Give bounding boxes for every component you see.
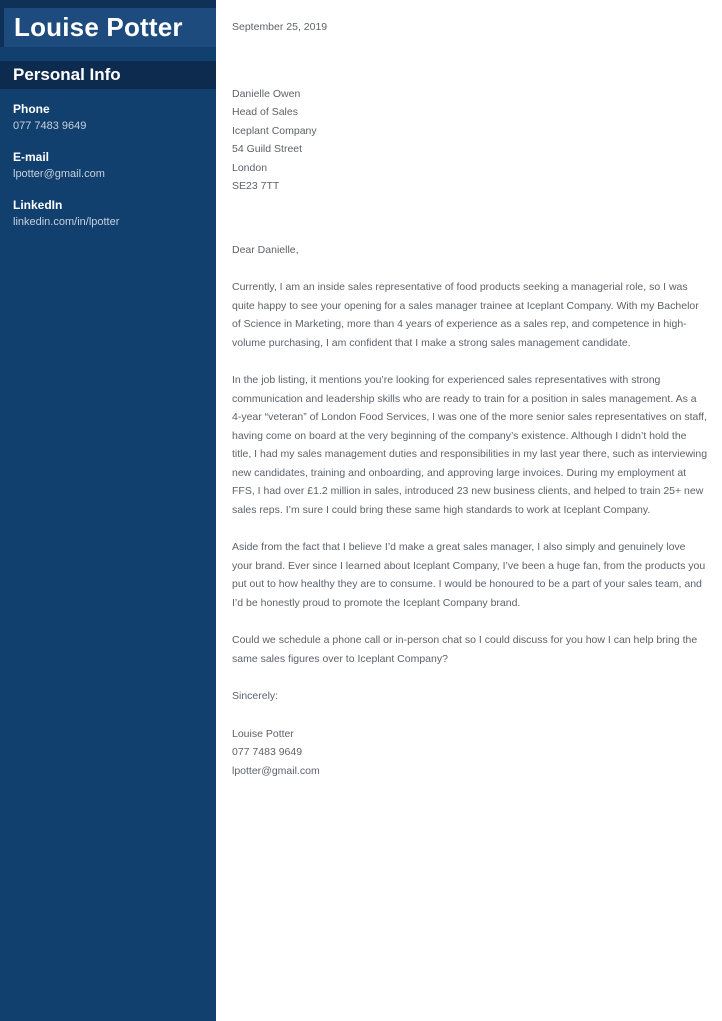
candidate-name: Louise Potter — [14, 12, 183, 42]
linkedin-label: LinkedIn — [13, 198, 63, 212]
letter-body — [232, 0, 708, 780]
contact-item-phone — [13, 100, 208, 135]
recipient-company: Iceplant Company — [232, 124, 317, 137]
name-header — [0, 0, 216, 47]
contact-item-linkedin — [13, 196, 208, 231]
signature-phone: 077 7483 9649 — [232, 746, 303, 758]
name-block — [4, 8, 216, 47]
recipient-name: Danielle Owen — [232, 87, 301, 100]
signature-name: Louise Potter — [232, 727, 294, 740]
email-value: lpotter@gmail.com — [13, 168, 105, 180]
signature-block — [232, 725, 708, 781]
letter-paragraph-3: Aside from the fact that I believe I’d make a great sales manager, I also simply and genuinely love your brand. Ever since I learned about Iceplant Company, I’ve been a huge fan, from the products you put out to how healthy they are to consume. I would be honoured to be a part of your sales team, and I’d be honestly proud to promote the Iceplant Company brand. — [232, 541, 706, 609]
letter-paragraph-2: In the job listing, it mentions you’re looking for experienced sales representatives with strong communication and leadership skills who are ready to train for a position in sales management. As a 4-year “veteran” of London Food Services, I was one of the more senior sales representatives on staff, having come on board at the very beginning of the company’s existence. Although I didn’t hold the title, I had my sales management duties and responsibilities in my last year there, such as interviewing new candidates, training and onboarding, and approving large invoices. During my employment at FFS, I had over £1.2 million in sales, introduced 23 new business clients, and helped to train 25+ new sales reps. I’m sure I could bring these same high standards to work at Iceplant Company. — [232, 374, 708, 516]
personal-info-band — [0, 61, 216, 89]
personal-info-title: Personal Info — [13, 65, 121, 84]
signature-email: lpotter@gmail.com — [232, 764, 320, 777]
contact-list — [13, 100, 208, 244]
phone-value: 077 7483 9649 — [13, 120, 87, 132]
salutation: Dear Danielle, — [232, 243, 299, 256]
letter-paragraph-4: Could we schedule a phone call or in-person chat so I could discuss for you how I can help bring the same sales figures over to Iceplant Company? — [232, 634, 698, 665]
email-label: E-mail — [13, 150, 50, 164]
recipient-block — [232, 85, 708, 196]
contact-item-email — [13, 148, 208, 183]
recipient-title: Head of Sales — [232, 106, 298, 118]
recipient-street: 54 Guild Street — [232, 143, 303, 155]
letter-paragraph-1: Currently, I am an inside sales representative of food products seeking a managerial role, so I was quite happy to see your opening for a sales manager trainee at Iceplant Company. With my Bachelor of Science in Marketing, more than 4 years of experience as a sales rep, and competence in high-volume purchasing, I am confident that I make a strong sales management candidate. — [232, 281, 699, 349]
sidebar — [0, 0, 216, 1021]
letter-date: September 25, 2019 — [232, 21, 328, 33]
recipient-postcode: SE23 7TT — [232, 180, 280, 192]
linkedin-value: linkedin.com/in/lpotter — [13, 216, 120, 228]
recipient-city: London — [232, 161, 268, 174]
phone-label: Phone — [13, 102, 50, 116]
letter-closing: Sincerely: — [232, 690, 279, 702]
